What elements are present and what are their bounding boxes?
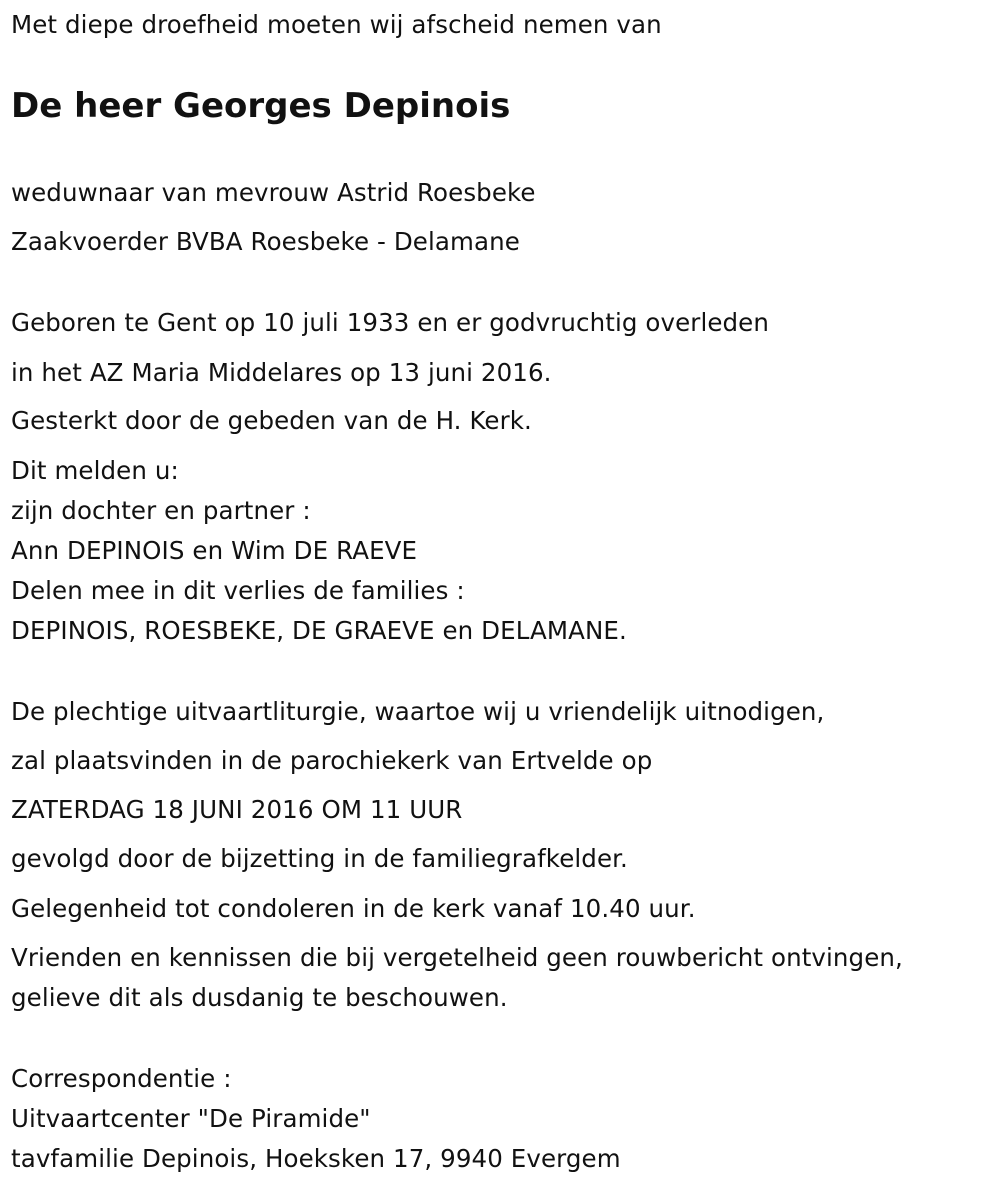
correspondence-label: Correspondentie : [11, 1064, 232, 1093]
funeral-line-2: zal plaatsvinden in de parochiekerk van Ertvelde op [11, 746, 653, 775]
spouse-line: weduwnaar van mevrouw Astrid Roesbeke [11, 178, 536, 207]
notice-line-1: Vrienden en kennissen die bij vergetelheid geen rouwbericht ontvingen, [11, 943, 903, 972]
birth-death-line-2: in het AZ Maria Middelares op 13 juni 2016. [11, 358, 552, 387]
families-label: Delen mee in dit verlies de families : [11, 576, 465, 605]
funeral-line-3: gevolgd door de bijzetting in de familiegrafkelder. [11, 844, 628, 873]
condolences-line: Gelegenheid tot condoleren in de kerk vanaf 10.40 uur. [11, 894, 696, 923]
deceased-name-heading: De heer Georges Depinois [11, 86, 511, 126]
families-names: DEPINOIS, ROESBEKE, DE GRAEVE en DELAMANE. [11, 616, 627, 645]
intro-text: Met diepe droefheid moeten wij afscheid nemen van [11, 10, 662, 39]
funeral-line-1: De plechtige uitvaartliturgie, waartoe wij u vriendelijk uitnodigen, [11, 697, 825, 726]
correspondence-center: Uitvaartcenter "De Piramide" [11, 1104, 371, 1133]
funeral-datetime: ZATERDAG 18 JUNI 2016 OM 11 UUR [11, 795, 463, 824]
blessing-line: Gesterkt door de gebeden van de H. Kerk. [11, 406, 532, 435]
notice-line-2: gelieve dit als dusdanig te beschouwen. [11, 983, 508, 1012]
daughter-label: zijn dochter en partner : [11, 496, 311, 525]
occupation-line: Zaakvoerder BVBA Roesbeke - Delamane [11, 227, 520, 256]
correspondence-address: tavfamilie Depinois, Hoeksken 17, 9940 Evergem [11, 1144, 621, 1173]
announce-line: Dit melden u: [11, 456, 179, 485]
daughter-names: Ann DEPINOIS en Wim DE RAEVE [11, 536, 418, 565]
birth-death-line-1: Geboren te Gent op 10 juli 1933 en er godvruchtig overleden [11, 308, 769, 337]
